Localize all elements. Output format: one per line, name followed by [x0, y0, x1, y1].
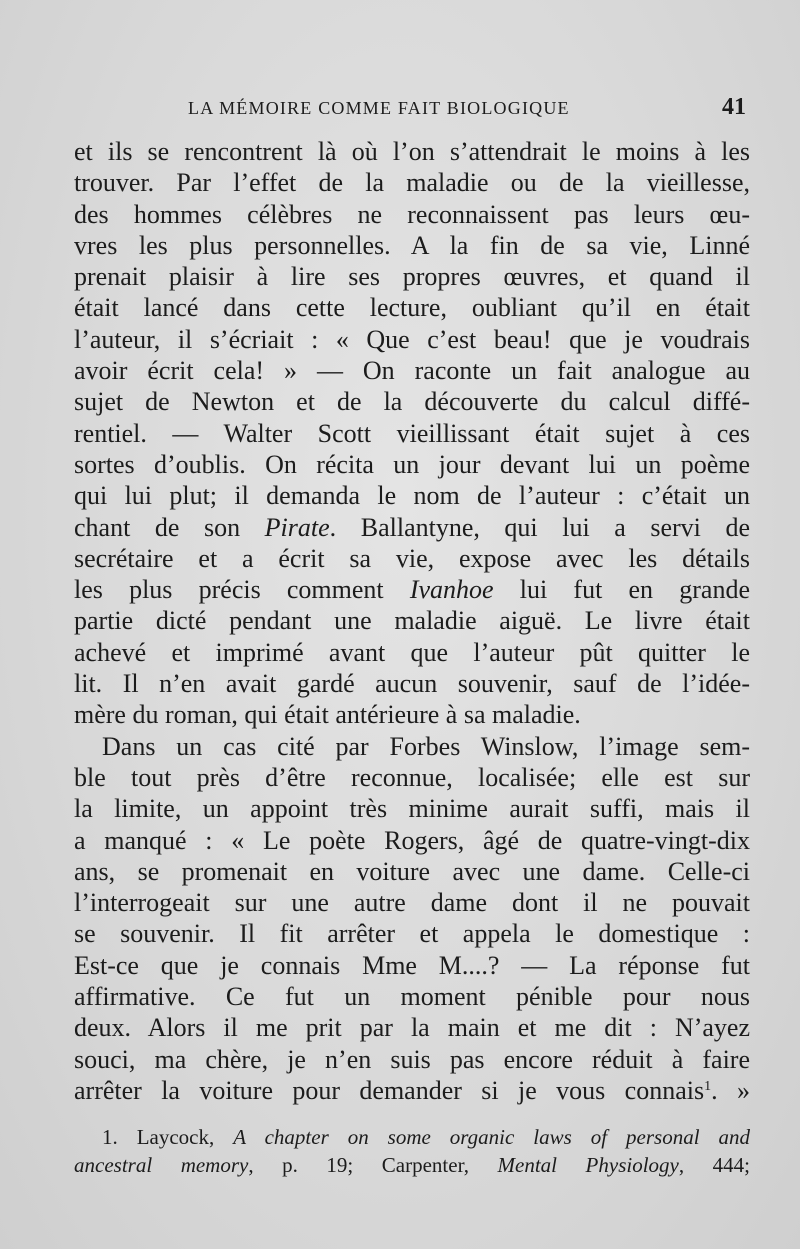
italic-title: Mental Physiology	[497, 1153, 679, 1177]
body-text	[74, 136, 750, 1106]
text-line: Est-ce que je connais Mme M....? — La réponse fut	[74, 950, 750, 980]
text-line: affirmative. Ce fut un moment pénible pour nous	[74, 982, 750, 1012]
running-title: LA MÉMOIRE COMME FAIT BIOLOGIQUE	[188, 98, 570, 118]
page-number: 41	[722, 94, 746, 120]
text-line: mère du roman, qui était antérieure à sa maladie.	[74, 700, 581, 730]
text-line: l’interrogeait sur une autre dame dont il ne pouvait	[74, 888, 750, 918]
footnote-marker: 1	[704, 1078, 712, 1094]
text-line: vres les plus personnelles. A la fin de sa vie, Linné	[74, 230, 750, 260]
text-line: arrêter la voiture pour demander si je vous connais$^1$. »	[74, 1075, 750, 1105]
text-line: secrétaire et a écrit sa vie, expose avec les détails	[74, 543, 750, 573]
text-line: qui lui plut; il demanda le nom de l’auteur : c’était un	[74, 481, 750, 511]
text-line: la limite, un appoint très minime aurait suffi, mais il	[74, 794, 750, 824]
text-line: ble tout près d’être reconnue, localisée; elle est sur	[74, 762, 750, 792]
text-line: sujet de Newton et de la découverte du calcul diffé-	[74, 387, 750, 417]
footnote-line: ancestral memory, p. 19; Carpenter, Mental Physiology, 444;	[74, 1153, 750, 1177]
text-line: partie dicté pendant une maladie aiguë. Le livre était	[74, 606, 750, 636]
text-line: prenait plaisir à lire ses propres œuvres, et quand il	[74, 262, 750, 292]
italic-title: Ivanhoe	[409, 575, 494, 605]
footnote-line: 1. Laycock, A chapter on some organic laws of personal and	[102, 1125, 750, 1149]
footnotes	[74, 1123, 750, 1179]
text-line: des hommes célèbres ne reconnaissent pas leurs œu-	[74, 199, 750, 229]
text-line: ans, se promenait en voiture avec une dame. Celle-ci	[74, 856, 750, 886]
text-line: se souvenir. Il fit arrêter et appela le domestique :	[74, 919, 750, 949]
text-line: deux. Alors il me prit par la main et me dit : N’ayez	[74, 1013, 750, 1043]
italic-title: Pirate	[264, 512, 330, 542]
text-line: rentiel. — Walter Scott vieillissant était sujet à ces	[74, 418, 750, 448]
text-line: Dans un cas cité par Forbes Winslow, l’image sem-	[102, 731, 750, 761]
text-line: souci, ma chère, je n’en suis pas encore réduit à faire	[74, 1044, 750, 1074]
text-line: sortes d’oublis. On récita un jour devant lui un poème	[74, 449, 750, 479]
text-line: achevé et imprimé avant que l’auteur pût quitter le	[74, 637, 750, 667]
text-line: trouver. Par l’effet de la maladie ou de la vieillesse,	[74, 168, 750, 198]
italic-title: A chapter on some organic laws of personal and	[233, 1125, 750, 1149]
text-line: a manqué : « Le poète Rogers, âgé de quatre-vingt-dix	[74, 825, 750, 855]
text-line: avoir écrit cela! » — On raconte un fait analogue au	[74, 356, 750, 386]
text-line: les plus précis comment Ivanhoe lui fut en grande	[74, 575, 750, 605]
page-header	[76, 94, 746, 124]
text-line: était lancé dans cette lecture, oubliant qu’il en était	[74, 293, 750, 323]
text-line: chant de son Pirate. Ballantyne, qui lui a servi de	[74, 512, 750, 542]
text-line: l’auteur, il s’écriait : « Que c’est beau! que je voudrais	[74, 324, 750, 354]
text-line: et ils se rencontrent là où l’on s’attendrait le moins à les	[74, 137, 750, 166]
text-line: lit. Il n’en avait gardé aucun souvenir, sauf de l’idée-	[74, 669, 750, 699]
italic-title: ancestral memory	[74, 1153, 249, 1177]
